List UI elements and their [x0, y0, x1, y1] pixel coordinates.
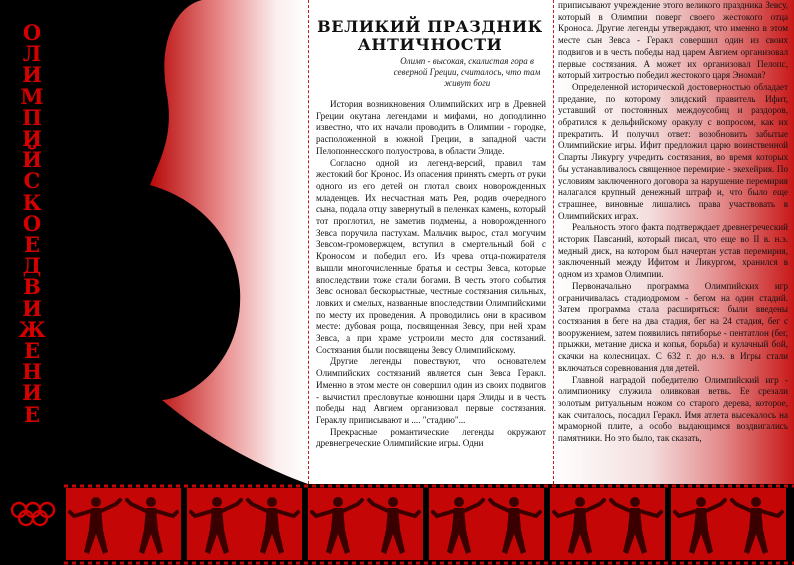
vertical-title-letter: С [23, 168, 41, 194]
film-perforation-hole [144, 562, 148, 565]
paragraph: приписывают учреждение этого великого праздника Зевсу, который в Олимпии поверг своего жестокого отца Кроноса. Другие легенды утверждают, что именно в этом месте сын Зевса - Геракл совершил один из своих подвигов и в честь победы над царем Авгием организовал первые состязания. А может их организовал Пелопс, который хитростью победил жестокого царя Эномая? [558, 0, 788, 81]
film-perforation-hole [600, 562, 604, 565]
vertical-title-letter: Ж [18, 316, 46, 342]
film-perforation-hole [640, 562, 644, 565]
vertical-title-letter: Й [22, 147, 42, 173]
film-perforation-hole [416, 562, 420, 565]
fighter-figure-icon [490, 497, 540, 554]
film-perforation-hole [264, 562, 268, 565]
film-perforation-hole [592, 562, 596, 565]
film-perforation-hole [392, 562, 396, 565]
film-perforation-hole [584, 562, 588, 565]
vertical-title-letter: О [22, 210, 42, 236]
film-frame-art [187, 488, 302, 560]
film-frame-art [429, 488, 544, 560]
film-perforation-hole [232, 562, 236, 565]
fighter-figure-icon [611, 497, 661, 554]
film-perforation-hole [720, 562, 724, 565]
film-perforation-hole [440, 562, 444, 565]
paragraph: Определенной исторической достоверностью обладает предание, по которому элидский правитель Ифит, уставший от постоянных междоусобиц и раздоров, обратился к дельфийскому оракулу с вопросом, как их прекратить. И получил ответ: возобновить забытые Олимпийские игры. Ифит предложил царю воинственной Спарты Ликургу учредить состязания, во время которых бы устанавливалось священное перемирие - экехейрия. По условиям заключенного договора за нарушение перемирия налагался крупный денежный штраф и, что было еще страшнее, виновные лишались права участвовать в Олимпийских играх. [558, 81, 788, 221]
film-perforation-hole [576, 562, 580, 565]
film-perforation-hole [648, 562, 652, 565]
film-perforation-hole [296, 562, 300, 565]
title-line-1: ВЕЛИКИЙ ПРАЗДНИК [317, 17, 543, 36]
film-perforation-hole [624, 562, 628, 565]
film-perforation-hole [424, 562, 428, 565]
vertical-title-letter: Е [23, 401, 40, 427]
vertical-title-letter: П [22, 104, 42, 130]
film-perforation-hole [184, 562, 188, 565]
film-perforation-hole [688, 562, 692, 565]
film-perforation-hole [632, 562, 636, 565]
film-frame [187, 488, 302, 560]
film-perforation-hole [200, 562, 204, 565]
vertical-title-letter: Е [23, 232, 40, 258]
fighter-figure-icon [369, 497, 419, 554]
fighter-figure-icon [127, 497, 177, 554]
film-perforation-hole [400, 562, 404, 565]
film-perforation-hole [88, 562, 92, 565]
film-perforation-hole [560, 562, 564, 565]
film-frame [550, 488, 665, 560]
film-perforation-hole [536, 562, 540, 565]
fighter-figure-icon [70, 497, 120, 554]
film-perforation-hole [680, 562, 684, 565]
film-strip [62, 484, 794, 565]
film-perforation-hole [464, 562, 468, 565]
film-perforation-hole [72, 562, 76, 565]
film-perforation-hole [208, 562, 212, 565]
film-perforation-hole [352, 562, 356, 565]
epigraph: Олимп - высокая, скалистая гора в северной Греции, считалось, что там живут боги [393, 56, 541, 88]
film-frame-art [671, 488, 786, 560]
film-perforation-hole [520, 562, 524, 565]
film-perforation-hole [304, 562, 308, 565]
film-perforation-hole [704, 562, 708, 565]
film-perforation-hole [544, 485, 548, 488]
film-perforation-hole [176, 562, 180, 565]
film-perforation-hole [192, 562, 196, 565]
film-perforation-hole [256, 562, 260, 565]
vertical-title-letter: М [20, 83, 44, 109]
film-perforation-hole [568, 562, 572, 565]
film-perforation-hole [472, 562, 476, 565]
fighter-figure-icon [554, 497, 604, 554]
film-perforation-hole [424, 485, 428, 488]
film-perforation-hole [128, 562, 132, 565]
film-perforation-hole [64, 562, 68, 565]
fighter-figure-icon [433, 497, 483, 554]
column-divider-right [553, 0, 554, 484]
film-perforation-hole [248, 562, 252, 565]
fighter-figure-icon [191, 497, 241, 554]
film-perforation-hole [104, 562, 108, 565]
film-perforation-bottom [62, 561, 794, 565]
film-perforation-hole [328, 562, 332, 565]
decorative-shape-panel [62, 0, 308, 484]
film-perforation-hole [776, 562, 780, 565]
film-perforation-hole [544, 562, 548, 565]
film-perforation-hole [168, 562, 172, 565]
film-frame [66, 488, 181, 560]
vertical-title-letter: К [22, 189, 42, 215]
fighter-figure-icon [675, 497, 725, 554]
film-perforation-hole [488, 562, 492, 565]
film-perforation-hole [240, 562, 244, 565]
vertical-title-letter: И [22, 62, 42, 88]
fighter-figure-icon [732, 497, 782, 554]
decorative-shape [62, 0, 308, 484]
article-column-2 [558, 0, 788, 445]
fighter-figure-icon [312, 497, 362, 554]
film-perforation-hole [712, 562, 716, 565]
film-perforation-hole [280, 562, 284, 565]
film-perforation-hole [608, 562, 612, 565]
film-perforation-hole [456, 562, 460, 565]
film-frame [671, 488, 786, 560]
film-perforation-hole [480, 562, 484, 565]
film-perforation-hole [80, 562, 84, 565]
film-perforation-hole [336, 562, 340, 565]
paragraph: Другие легенды повествуют, что основателем Олимпийских состязаний является сын Зевса Геракл. Именно в этом месте он совершил один из своих подвигов - вычистил пресловутые конюшни царя Элиды и в честь победы над Авгием организовал первые состязания. Гераклу приписывают и .... "стадию"... [316, 356, 546, 425]
film-perforation-hole [152, 562, 156, 565]
article-title [312, 18, 548, 54]
vertical-title-letter: Н [22, 359, 42, 385]
fighter-figure-icon [248, 497, 298, 554]
film-perforation-hole [528, 562, 532, 565]
film-perforation-hole [408, 562, 412, 565]
film-perforation-hole [728, 562, 732, 565]
film-perforation-hole [160, 562, 164, 565]
film-perforation-hole [664, 562, 668, 565]
paragraph: Главной наградой победителю Олимпийский игр - олимпионику служила оливковая ветвь. Ее срезали золотым ритуальным ножом со старого дерева, которое, как считалось, посадил Геракл. Имя атлета высекалось на мраморной плите, а особо выдающимся воздвигались памятники. Но это было, так сказать, [558, 374, 788, 444]
film-perforation-hole [512, 562, 516, 565]
film-perforation-hole [320, 562, 324, 565]
film-perforation-hole [744, 562, 748, 565]
film-frame-art [308, 488, 423, 560]
vertical-title-letter: И [22, 126, 42, 152]
film-perforation-hole [96, 562, 100, 565]
title-line-2: АНТИЧНОСТИ [357, 35, 503, 54]
column-divider-left [308, 0, 309, 484]
vertical-title-letter: И [22, 295, 42, 321]
film-perforation-hole [448, 562, 452, 565]
article-column-1 [316, 99, 546, 450]
film-perforation-hole [288, 562, 292, 565]
olympic-rings-icon [10, 500, 56, 530]
vertical-title-letter: Е [23, 338, 40, 364]
film-perforation-hole [656, 562, 660, 565]
vertical-title-letter: О [22, 20, 42, 45]
film-perforation-hole [432, 562, 436, 565]
film-perforation-hole [272, 562, 276, 565]
paragraph: Реальность этого факта подтверждает древнегреческий историк Павсаний, который писал, что еще во II в. н.э. медный диск, на котором был начертан устав перемирия, заключенный между Ифитом и Ликургом, хранился в одном из храмов Олимпии. [558, 222, 788, 280]
film-frame-art [550, 488, 665, 560]
film-perforation-hole [216, 562, 220, 565]
film-perforation-hole [136, 562, 140, 565]
film-perforation-hole [672, 562, 676, 565]
film-perforation-hole [784, 562, 788, 565]
film-frame [429, 488, 544, 560]
film-perforation-hole [752, 562, 756, 565]
film-perforation-hole [760, 562, 764, 565]
film-perforation-hole [112, 562, 116, 565]
film-perforation-hole [368, 562, 372, 565]
film-perforation-hole [360, 562, 364, 565]
film-perforation-hole [224, 562, 228, 565]
vertical-title-letter: В [23, 274, 41, 300]
film-perforation-hole [384, 562, 388, 565]
paragraph: Прекрасные романтические легенды окружают древнегреческие Олимпийские игры. Одни [316, 426, 546, 449]
paragraph: История возникновения Олимпийских игр в Древней Греции окутана легендами и мифами, но доподлинно известно, что их начали проводить в Олимпии - городке, расположенной в южной Греции, в западной части Пелопоннесского полуострова, в области Элиде. [316, 99, 546, 156]
film-perforation-hole [616, 562, 620, 565]
film-perforation-hole [736, 562, 740, 565]
vertical-title-letter: Д [22, 253, 42, 279]
paragraph: Согласно одной из легенд-версий, правил там жестокий бог Кронос. Из опасения принять смерть от руки одного из его детей он глотал своих новорожденных младенцев. Их несчастная мать Рея, родив очередного сына, подала отцу завернутый в пеленках камень, который тот проглотил, не заметив подмены, а новорожденного Зевса поручила пастухам. Мальчик вырос, стал могучим Зевсом-громовержцем, вступил в смертельный бой с Кроносом и победил его. Из чрева отца-пожирателя вышли многочисленные братья и сестры Зевса, которые впоследствии тоже стали богами. В честь этого события Зевс основал бескорыстные, честные состязания сильных, ловких и смелых, названные впоследствии Олимпийскими по месту их проведения. А проводились они в красивом месте: дубовая роща, посвященная Зевсу, при ней храм Зевса, а при храме устроили место для состязаний. Состязания были посвящены Зевсу Олимпийскому. [316, 157, 546, 355]
left-title-bar [0, 0, 62, 565]
film-perforation-hole [376, 562, 380, 565]
film-frame [308, 488, 423, 560]
film-perforation-hole [496, 562, 500, 565]
vertical-title [14, 22, 50, 425]
film-perforation-hole [344, 562, 348, 565]
vertical-title-letter: И [22, 380, 42, 406]
film-perforation-hole [504, 562, 508, 565]
film-perforation-hole [696, 562, 700, 565]
film-perforation-hole [552, 562, 556, 565]
film-perforation-hole [312, 562, 316, 565]
film-perforation-hole [768, 562, 772, 565]
film-perforation-hole [120, 562, 124, 565]
film-frame-art [66, 488, 181, 560]
vertical-title-letter: Л [22, 41, 42, 67]
paragraph: Первоначально программа Олимпийских игр ограничивалась стадиодромом - бегом на один стадий. Затем программа стала расширяться: были введены состязания в беге на два стадия, бег на 24 стадия, бег с вооружением, затем появились пятиборье - пентатлон (бег, прыжки, метание диска и копья, борьба) и кулачный бой, скачки на колесницах. С 632 г. до н.э. в Игры стали включаться соревнования для детей. [558, 280, 788, 373]
